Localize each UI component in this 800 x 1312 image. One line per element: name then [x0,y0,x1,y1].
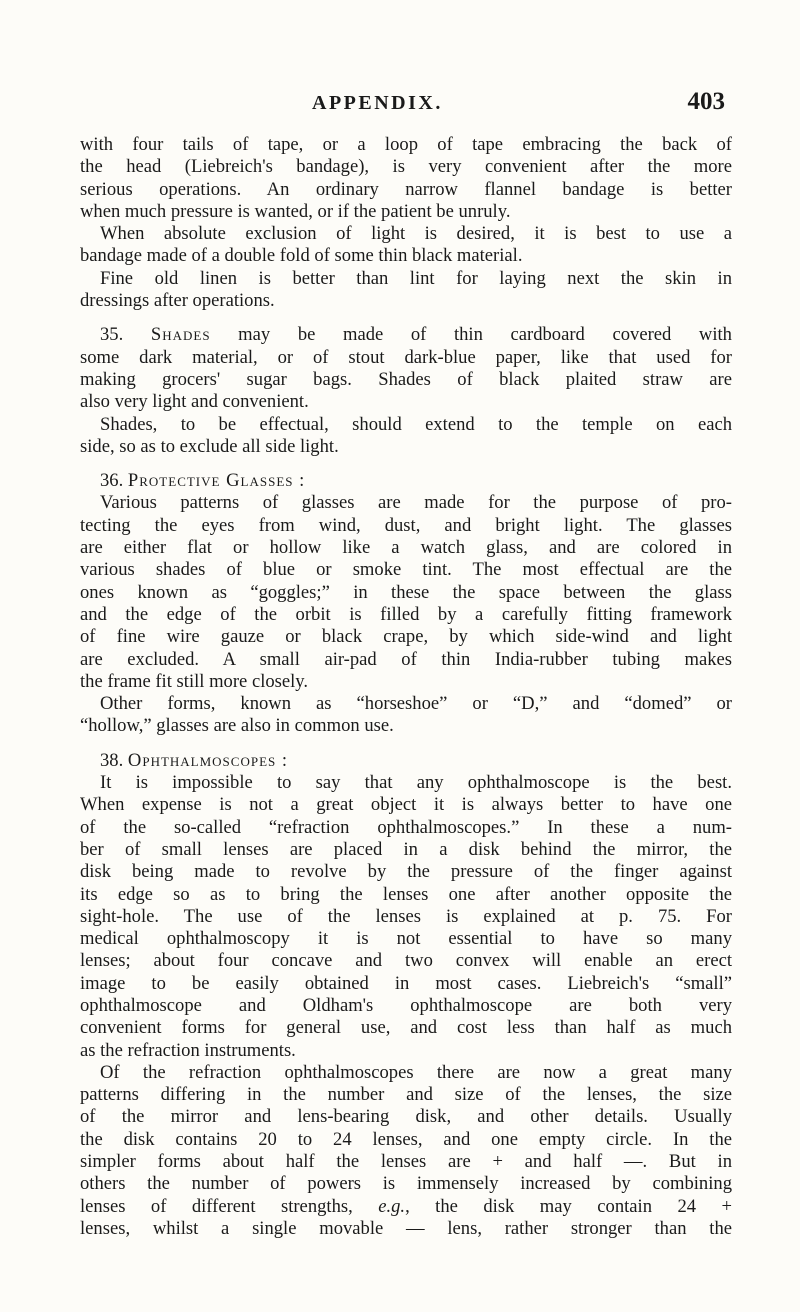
section-36-heading-line [80,470,732,492]
text-line: When expense is not a great object it is always better to have one [80,794,732,816]
text-line: Fine old linen is better than lint for laying next the skin in [100,267,732,289]
text-line: side, so as to exclude all side light. [80,435,339,457]
text-line: various shades of blue or smoke tint. The most effectual are the [80,559,732,581]
text-line: patterns differing in the number and size of the lenses, the size [80,1084,732,1106]
italic-abbreviation: e.g. [378,1195,406,1217]
text-line: ophthalmoscope and Oldham's ophthalmoscope are both very [80,994,732,1016]
text-line: Shades, to be effectual, should extend to the temple on each [100,413,732,435]
text-line: sight-hole. The use of the lenses is explained at p. 75. For [80,905,732,927]
text-line: are excluded. A small air-pad of thin India-rubber tubing makes [80,648,732,670]
text-line: When absolute exclusion of light is desired, it is best to use a [100,223,732,245]
section-number: 38. [100,749,124,771]
text-line: of the so-called “refraction ophthalmoscopes.” In these a num- [80,816,732,838]
text-line: ber of small lenses are placed in a disk behind the mirror, the [80,838,732,860]
text-line: and the edge of the orbit is filled by a carefully fitting framework [80,603,732,625]
section-title: Protective Glasses : [127,470,306,492]
text-line: convenient forms for general use, and cost less than half as much [80,1017,732,1039]
section-number: 35. [100,324,124,346]
text-line: when much pressure is wanted, or if the patient be unruly. [80,200,511,222]
text-line: Of the refraction ophthalmoscopes there are now a great many [100,1061,732,1083]
text-line: of fine wire gauze or black crape, by which side-wind and light [80,626,732,648]
text-line: others the number of powers is immensely increased by combining [80,1173,732,1195]
text-line: with four tails of tape, or a loop of tape embracing the back of [80,134,732,155]
text-line: of the mirror and lens-bearing disk, and other details. Usually [80,1106,732,1128]
text-run: may be made of thin cardboard covered with [210,324,732,346]
text-line: also very light and convenient. [80,391,309,413]
text-line: serious operations. An ordinary narrow flannel bandage is better [80,178,732,200]
text-line: bandage made of a double fold of some thin black material. [80,245,523,267]
text-line: medical ophthalmoscopy it is not essential to have so many [80,928,732,950]
text-line: “hollow,” glasses are also in common use. [80,715,394,737]
text-line: the disk contains 20 to 24 lenses, and one empty circle. In the [80,1128,732,1150]
page-body [80,134,732,1240]
text-line: making grocers' sugar bags. Shades of black plaited straw are [80,368,732,390]
section-35-heading-line [80,324,732,346]
text-line: Other forms, known as “horseshoe” or “D,” and “domed” or [100,693,732,715]
text-line: ones known as “goggles;” in these the space between the glass [80,581,732,603]
text-line: It is impossible to say that any ophthalmoscope is the best. [100,772,732,794]
running-head: APPENDIX. [312,92,443,114]
text-line: the frame fit still more closely. [80,670,309,692]
text-line: dressings after operations. [80,290,275,312]
text-line: some dark material, or of stout dark-blue paper, like that used for [80,346,732,368]
section-title: Ophthalmoscopes : [127,749,289,771]
text-line: lenses, whilst a single movable — lens, rather stronger than the [80,1217,732,1239]
text-line: are either flat or hollow like a watch glass, and are colored in [80,537,732,559]
section-number: 36. [100,470,124,492]
section-title: Shades [150,324,211,346]
page-number: 403 [687,88,725,115]
text-line: tecting the eyes from wind, dust, and bright light. The glasses [80,514,732,536]
text-line: its edge so as to bring the lenses one after another opposite the [80,883,732,905]
text-line: the head (Liebreich's bandage), is very convenient after the more [80,156,732,178]
text-line: image to be easily obtained in most cases. Liebreich's “small” [80,972,732,994]
text-line: Various patterns of glasses are made for the purpose of pro- [100,492,732,514]
text-line: lenses; about four concave and two convex will enable an erect [80,950,732,972]
text-line: disk being made to revolve by the pressure of the finger against [80,861,732,883]
page-header [80,88,725,124]
text-run: , the disk may contain 24 + [405,1195,732,1217]
text-line: as the refraction instruments. [80,1039,296,1061]
section-38-heading-line [80,750,732,772]
text-line: simpler forms about half the lenses are + and half —. But in [80,1151,732,1173]
text-run: lenses of different strengths, [80,1195,379,1217]
text-line [80,1196,732,1218]
